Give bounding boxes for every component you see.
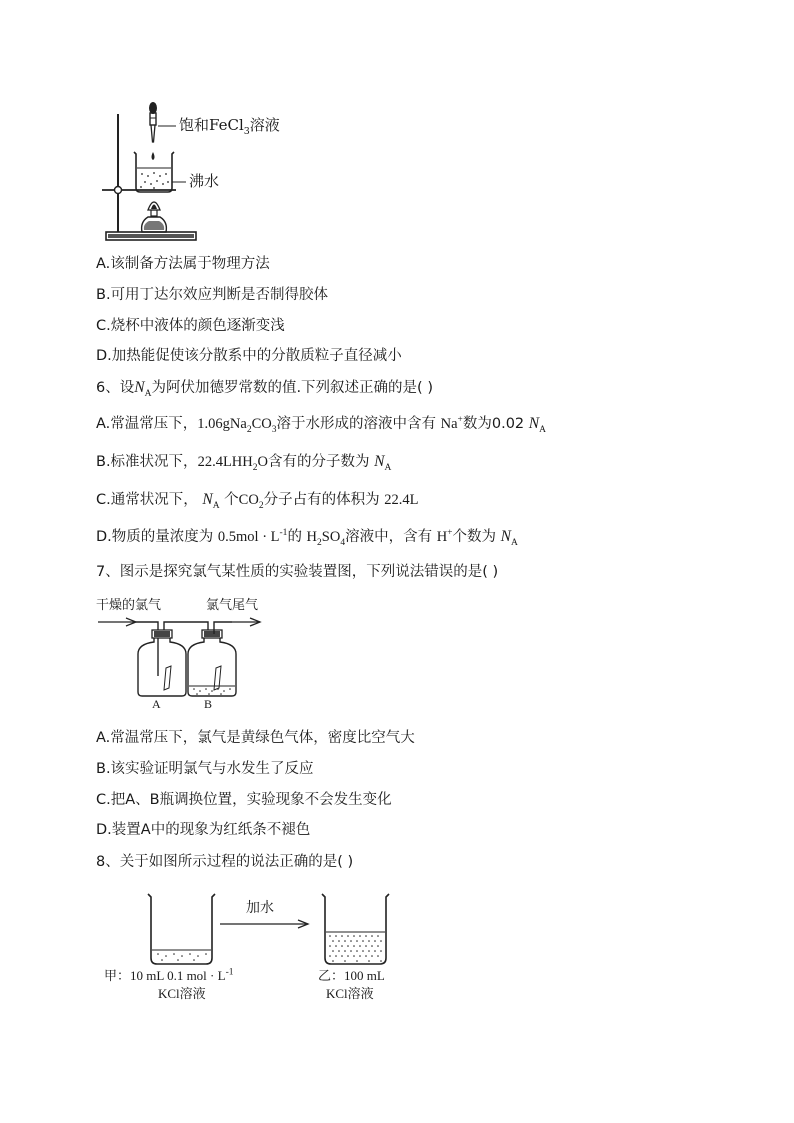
dropper-label: [179, 116, 280, 137]
avogadro-sub: A: [539, 424, 546, 435]
q7-option-b: B.该实验证明氯气与水发生了反应: [96, 761, 314, 777]
avogadro-sub: A: [384, 462, 392, 473]
q6-option-b: [96, 452, 391, 472]
q6-option-c: [96, 490, 418, 510]
q6-option-d: [96, 527, 518, 547]
q6-stem: [96, 378, 433, 398]
avogadro-sub: A: [510, 537, 518, 548]
q6b-pre: B.标准状况下，: [96, 454, 198, 470]
avogadro-symbol: N: [528, 415, 540, 432]
chlorine-bottles-diagram: [96, 598, 276, 712]
q6d-so: SO: [321, 529, 341, 545]
q6c-mid: 个: [224, 492, 239, 508]
q8-stem: 8、关于如图所示过程的说法正确的是( ): [96, 854, 354, 870]
avogadro-symbol: N: [500, 528, 511, 545]
q6-option-a: [96, 414, 546, 434]
q6b-o: O: [257, 454, 268, 470]
beaker-jia-caption-sup: -1: [225, 967, 234, 978]
dry-chlorine-label: 干燥的氯气: [96, 598, 162, 613]
q5-option-a: A.该制备方法属于物理方法: [96, 256, 270, 272]
boiling-water-label: 沸水: [189, 172, 220, 190]
q6c-tail: 分子占有的体积为: [263, 492, 380, 508]
q6c-sub1: 2: [258, 500, 264, 511]
q5-option-b: B.可用丁达尔效应判断是否制得胶体: [96, 287, 329, 303]
q5-option-d: D.加热能促使该分散系中的分散质粒子直径减小: [96, 348, 402, 364]
q6d-h: H: [306, 529, 318, 545]
q6d-ion-sup: +: [447, 528, 453, 539]
q6a-ion: Na: [440, 416, 458, 432]
q6d-ion: H: [436, 529, 448, 545]
beaker-jia-solution: KCl溶液: [158, 986, 206, 1001]
dropper-label-text: 饱和FeCl: [179, 116, 244, 134]
avogadro-sub: A: [144, 388, 152, 399]
q6a-co: CO: [251, 416, 272, 432]
avogadro-symbol: N: [202, 491, 213, 508]
beaker-yi-solution: KCl溶液: [326, 986, 374, 1001]
q7-stem: 7、图示是探究氯气某性质的实验装置图，下列说法错误的是( ): [96, 564, 499, 580]
chlorine-tail-gas-label: 氯气尾气: [206, 598, 259, 613]
q6d-mid: 的: [287, 529, 302, 545]
q6a-mass: 1.06gNa: [197, 416, 247, 432]
q7-option-c: C.把A、B瓶调换位置，实验现象不会发生变化: [96, 792, 392, 808]
q6d-mid2: 溶液中，含有: [345, 529, 433, 545]
q6b-sub1: 2: [252, 462, 258, 473]
q7-option-a: A.常温常压下，氯气是黄绿色气体，密度比空气大: [96, 730, 415, 746]
beaker-yi-caption: 乙：100 mL: [318, 968, 385, 983]
q6a-pre: A.常温常压下，: [96, 416, 198, 432]
dropper-label-tail: 溶液: [249, 116, 280, 134]
q6c-pre: C.通常状况下，: [96, 492, 198, 508]
q6c-co: CO: [238, 492, 259, 508]
bottle-b-label: B: [204, 697, 213, 711]
q6b-tail: 含有的分子数为: [267, 454, 370, 470]
beaker-jia-caption: [104, 968, 234, 984]
beaker-jia-caption-text: 甲：10 mL 0.1 mol · L: [104, 968, 226, 983]
q6d-conc-sup: -1: [279, 528, 288, 539]
figure-dilution: [104, 888, 404, 1006]
q6-stem-pre: 6、设: [96, 380, 135, 396]
avogadro-sub: A: [212, 500, 220, 511]
avogadro-symbol: N: [134, 379, 145, 396]
q6a-mid: 溶于水形成的溶液中含有: [276, 416, 436, 432]
q6d-tail: 个数为: [452, 529, 497, 545]
q6a-tail: 数为0.02: [462, 416, 525, 432]
q7-option-d: D.装置A中的现象为红纸条不褪色: [96, 822, 311, 838]
dropper-label-sub: 3: [243, 126, 250, 137]
q6d-conc: 0.5mol · L: [217, 529, 280, 545]
q6a-sub2: 3: [271, 424, 277, 435]
q6d-sub2: 4: [340, 537, 346, 548]
q6a-ion-sup: +: [457, 415, 463, 426]
q6-stem-post: 为阿伏加德罗常数的值.下列叙述正确的是( ): [151, 380, 433, 396]
q6d-pre: D.物质的量浓度为: [96, 529, 214, 545]
q5-option-c: C.烧杯中液体的颜色逐渐变浅: [96, 318, 285, 334]
add-water-label: 加水: [246, 900, 274, 916]
avogadro-symbol: N: [374, 453, 385, 470]
bottle-a-label: A: [152, 697, 161, 711]
figure-chlorine-bottles: [96, 598, 276, 712]
q6d-sub1: 2: [317, 537, 322, 548]
q6b-vol: 22.4LHH: [197, 454, 253, 470]
q6a-sub1: 2: [246, 424, 252, 435]
figure-colloid-apparatus: [96, 96, 316, 244]
q6c-vol: 22.4L: [384, 492, 419, 508]
